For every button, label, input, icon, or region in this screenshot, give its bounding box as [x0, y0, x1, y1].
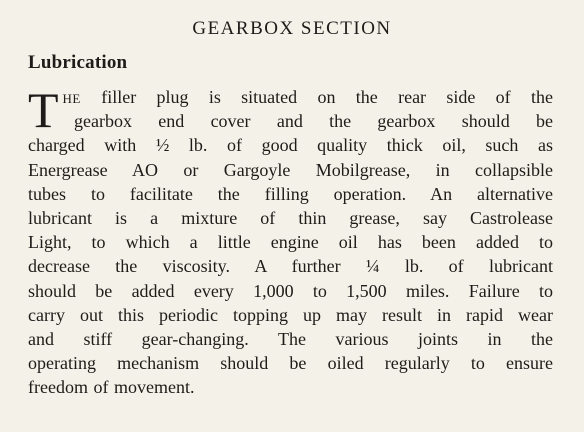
paragraph-line: carry out this periodic topping up may result in rapid wear — [28, 304, 553, 325]
paragraph-line: Energrease AO or Gargoyle Mobilgrease, in collapsible — [28, 159, 553, 180]
paragraph-line: and stiff gear-changing. The various joints in the — [28, 329, 553, 350]
paragraph-lead: he — [62, 87, 81, 107]
section-title: GEARBOX SECTION — [192, 18, 392, 39]
paragraph-line-text: filler plug is situated on the rear side of the — [80, 87, 553, 107]
paragraph-line: lubricant is a mixture of thin grease, say Castrolease — [28, 208, 553, 229]
paragraph-line — [28, 85, 553, 109]
drop-cap: T — [28, 82, 59, 138]
paragraph-line: operating mechanism should be oiled regularly to ensure — [28, 353, 553, 374]
paragraph-line: tubes to facilitate the filling operation. An alternative — [28, 183, 553, 204]
paragraph-line: Light, to which a little engine oil has been added to — [28, 232, 553, 253]
subheading-lubrication: Lubrication — [28, 52, 128, 73]
paragraph-line: gearbox end cover and the gearbox should be — [74, 111, 553, 132]
paragraph-line: should be added every 1,000 to 1,500 miles. Failure to — [28, 280, 553, 301]
paragraph-line: charged with ½ lb. of good quality thick oil, such as — [28, 135, 553, 156]
lubrication-paragraph — [28, 82, 553, 400]
paragraph-line: freedom of movement. — [28, 377, 195, 398]
paragraph-line: decrease the viscosity. A further ¼ lb. of lubricant — [28, 256, 553, 277]
